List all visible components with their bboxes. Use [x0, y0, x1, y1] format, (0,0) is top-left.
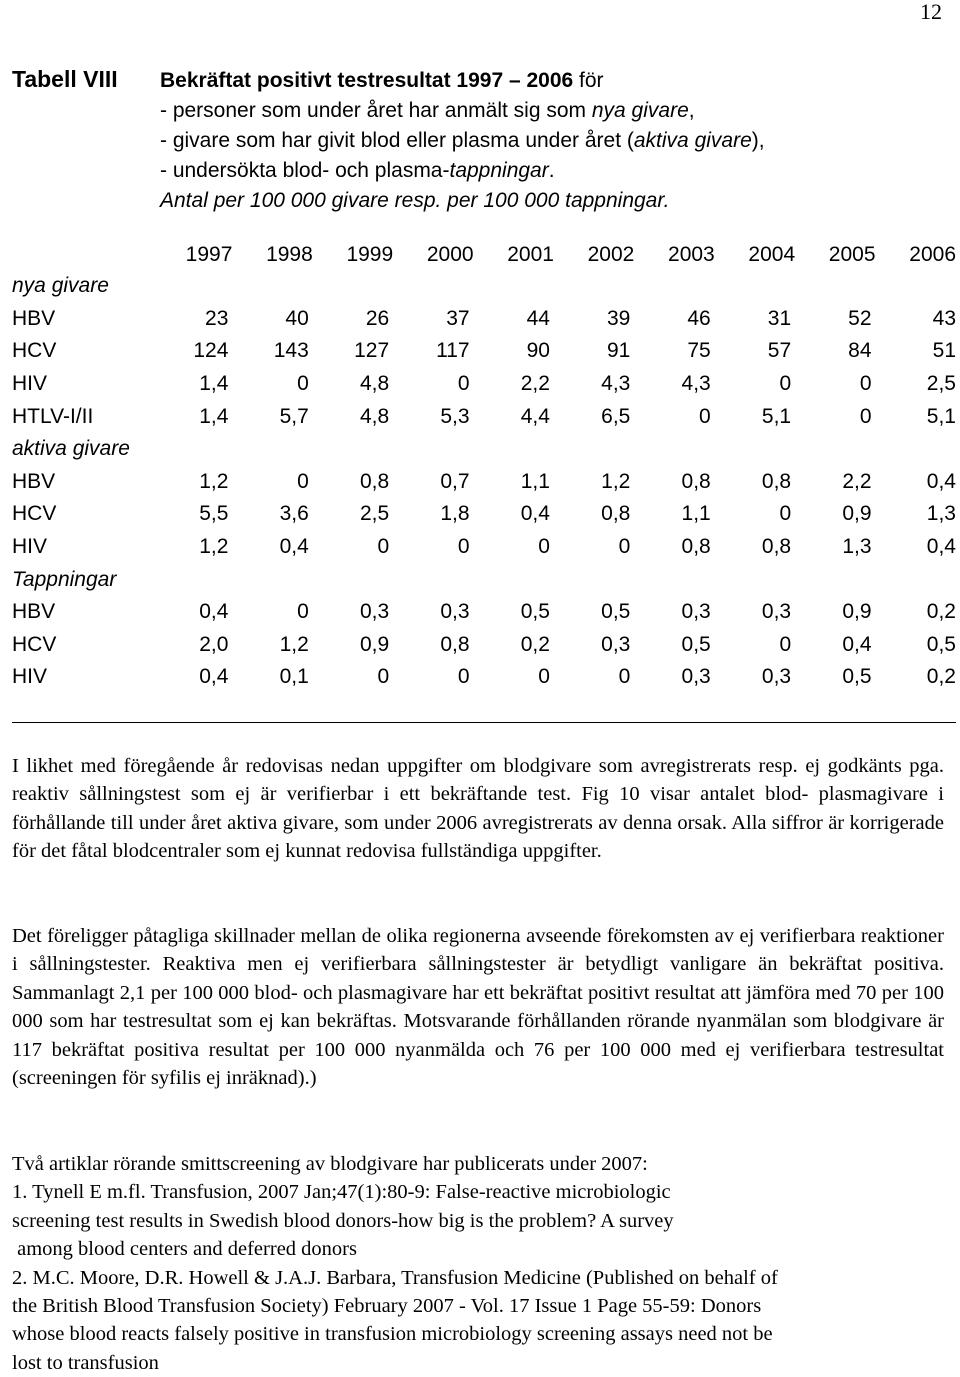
year-header: 2003	[668, 243, 715, 266]
table-row	[12, 335, 956, 368]
references	[12, 1150, 956, 1377]
header-corner	[12, 240, 152, 270]
table-row	[12, 629, 956, 662]
table-cell: 2,5	[359, 502, 390, 526]
page-number: 12	[920, 0, 942, 24]
table-cell: 0	[297, 600, 309, 624]
table-cell: 1,2	[199, 535, 229, 559]
table-cell: 0,8	[681, 535, 711, 559]
table-cell: 0	[779, 632, 792, 656]
table-cell: 2,5	[926, 372, 956, 396]
table-cell: 0,1	[279, 665, 309, 689]
table-cell: 0	[297, 372, 309, 396]
group-label: aktiva givare	[12, 437, 130, 461]
table-cell: 0,4	[926, 535, 956, 559]
table-row	[12, 466, 956, 499]
reference-line: among blood centers and deferred donors	[12, 1238, 357, 1261]
table-cell: 0,3	[681, 600, 711, 624]
year-header: 2006	[909, 243, 956, 266]
caption-note: Antal per 100 000 givare resp. per 100 000 tappningar.	[160, 189, 670, 212]
table-cell: 0	[457, 535, 470, 559]
row-label: HBV	[12, 306, 56, 330]
row-label: HBV	[12, 600, 56, 624]
year-header-row	[12, 240, 956, 270]
table-cell: 6,5	[601, 404, 631, 428]
table-cell: 40	[285, 306, 309, 330]
table-cell: 0,5	[520, 600, 550, 624]
group-row	[12, 433, 956, 466]
table-cell: 1,2	[279, 632, 309, 656]
table-cell: 0	[377, 535, 390, 559]
table-cell: 43	[932, 306, 956, 330]
table-cell: 0,2	[520, 632, 550, 656]
table-cell: 124	[193, 339, 229, 363]
table-cell: 0,8	[601, 502, 631, 526]
year-header: 2000	[426, 243, 474, 266]
reference-line: 2. M.C. Moore, D.R. Howell & J.A.J. Barbara, Transfusion Medicine (Published on behalf of	[12, 1266, 778, 1289]
table-row	[12, 498, 956, 531]
table-cell: 0,4	[520, 502, 550, 526]
table-title-text: Bekräftat positivt testresultat 1997 – 2006	[160, 69, 574, 92]
table-cell: 4,8	[359, 372, 390, 396]
group-label: Tappningar	[12, 567, 117, 591]
row-label: HTLV-I/II	[12, 404, 94, 428]
table-cell: 0	[859, 404, 872, 428]
table-cell: 0,4	[199, 665, 229, 689]
table-caption	[160, 66, 765, 216]
reference-line: screening test results in Swedish blood donors-how big is the problem? A survey	[12, 1209, 674, 1232]
table-cell: 0	[618, 665, 631, 689]
table-title-suffix: för	[573, 69, 604, 92]
caption-line-3: - undersökta blod- och plasma-tappningar.	[160, 159, 555, 182]
group-row	[12, 563, 956, 596]
table-cell: 0,3	[761, 600, 792, 624]
row-label: HIV	[12, 665, 48, 689]
table-cell: 0,4	[842, 632, 872, 656]
table-cell: 0	[377, 665, 390, 689]
table-cell: 0,9	[842, 502, 872, 526]
table-cell: 0,4	[279, 535, 309, 559]
year-header: 1999	[346, 243, 394, 266]
reference-line: the British Blood Transfusion Society) February 2007 - Vol. 17 Issue 1 Page 55-59: Donors	[12, 1295, 762, 1318]
table-cell: 1,4	[199, 372, 229, 396]
table-cell: 143	[273, 339, 309, 363]
table-cell: 1,2	[601, 469, 631, 493]
table-cell: 2,2	[842, 469, 872, 493]
table-cell: 0,5	[926, 632, 956, 656]
table-bottom-rule	[12, 722, 956, 723]
table-cell: 0,2	[926, 665, 956, 689]
caption-line-2: - givare som har givit blod eller plasma under året (aktiva givare),	[160, 129, 765, 152]
table-cell: 0,3	[359, 600, 390, 624]
year-header: 1998	[266, 243, 313, 266]
table-cell: 0	[457, 665, 470, 689]
table-cell: 127	[354, 339, 390, 363]
table-cell: 2,0	[199, 632, 229, 656]
table-cell: 1,1	[681, 502, 711, 526]
row-label: HCV	[12, 502, 57, 526]
table-row	[12, 661, 956, 694]
table-cell: 0	[859, 372, 872, 396]
table-cell: 1,3	[926, 502, 956, 526]
table-cell: 5,1	[761, 404, 792, 428]
table-row	[12, 368, 956, 401]
table-cell: 2,2	[520, 372, 550, 396]
table-cell: 51	[932, 339, 956, 363]
reference-line: lost to transfusion	[12, 1351, 159, 1374]
table-cell: 1,2	[199, 469, 229, 493]
table-cell: 0,3	[440, 600, 470, 624]
row-label: HIV	[12, 535, 48, 559]
year-header: 2004	[748, 243, 796, 266]
table-cell: 5,7	[279, 404, 309, 428]
table-cell: 0,4	[199, 600, 229, 624]
table-cell: 0,7	[440, 469, 470, 493]
table-cell: 0	[779, 372, 792, 396]
table-cell: 0,9	[842, 600, 872, 624]
caption-line-1: - personer som under året har anmält sig som nya givare,	[160, 99, 695, 122]
table-label: Tabell VIII	[12, 66, 118, 92]
table-cell: 1,3	[842, 535, 872, 559]
table-cell: 0,5	[842, 665, 872, 689]
table-cell: 0	[699, 404, 711, 428]
reference-line: whose blood reacts falsely positive in transfusion microbiology screening assays need not be	[12, 1323, 773, 1346]
table-row	[12, 400, 956, 433]
table-cell: 0,8	[761, 469, 792, 493]
table-cell: 4,4	[520, 404, 550, 428]
table-body	[12, 270, 956, 694]
table-row	[12, 303, 956, 336]
table-cell: 23	[205, 306, 229, 330]
table-cell: 1,1	[520, 469, 550, 493]
table-cell: 0	[618, 535, 631, 559]
table-cell: 0	[538, 535, 550, 559]
table-cell: 5,3	[440, 404, 470, 428]
table-cell: 91	[606, 339, 631, 363]
table-cell: 37	[446, 306, 470, 330]
year-header: 2005	[828, 243, 876, 266]
year-header: 1997	[185, 243, 233, 266]
row-label: HCV	[12, 339, 57, 363]
table-cell: 3,6	[279, 502, 309, 526]
table-cell: 84	[848, 339, 872, 363]
year-header: 2002	[587, 243, 635, 266]
table-cell: 5,1	[926, 404, 956, 428]
table-cell: 52	[848, 306, 872, 330]
table-cell: 0,8	[440, 632, 470, 656]
table-cell: 0,8	[359, 469, 390, 493]
table-cell: 0,4	[926, 469, 956, 493]
table-title	[160, 66, 765, 96]
table-cell: 1,8	[440, 502, 470, 526]
table-cell: 0	[538, 665, 550, 689]
table-row	[12, 531, 956, 564]
row-label: HBV	[12, 469, 56, 493]
table-cell: 31	[767, 306, 792, 330]
table-cell: 117	[436, 339, 470, 363]
table-cell: 5,5	[199, 502, 229, 526]
paragraph-2: Det föreligger påtagliga skillnader mellan de olika regionerna avseende förekomsten av ej verifierbara reaktioner i sållningstester. Reaktiva men ej verifierbara sållningstester är betydligt vanligare än bekräftat positiva. Sammanlagt 2,1 per 100 000 blod- och plasmagivare har ett bekräftat positivt resultat att jämföra med 70 per 100 000 som har testresultat som ej kan bekräftas. Motsvarande förhållanden rörande nyanmälan som blodgivare är 117 bekräftat positiva resultat per 100 000 nyanmälda och 76 per 100 000 med ej verifierbara testresultat (screeningen för syfilis ej inräknad).)	[12, 925, 944, 1090]
table-cell: 75	[687, 339, 711, 363]
table-cell: 44	[526, 306, 550, 330]
table-cell: 4,8	[359, 404, 390, 428]
group-label: nya givare	[12, 274, 109, 298]
table-cell: 4,3	[681, 372, 711, 396]
table-cell: 46	[687, 306, 711, 330]
table-cell: 0	[779, 502, 792, 526]
reference-line: 1. Tynell E m.fl. Transfusion, 2007 Jan;47(1):80-9: False-reactive microbiologic	[12, 1181, 671, 1204]
paragraph-1: I likhet med föregående år redovisas nedan uppgifter om blodgivare som avregistrerats resp. ej godkänts pga. reaktiv sållningstest som ej är verifierbar i ett bekräftande test. Fig 10 visar antalet blod- plasmagivare i förhållande till under året aktiva givare, som under 2006 avregistrerats av denna orsak. Alla siffror är korrigerade för det fåtal blodcentraler som ej kunnat redovisa fullständiga uppgifter.	[12, 755, 944, 863]
table-cell: 0,2	[926, 600, 956, 624]
table-cell: 0,5	[601, 600, 631, 624]
table-row	[12, 596, 956, 629]
table-cell: 4,3	[601, 372, 631, 396]
table-cell: 0,5	[681, 632, 711, 656]
table-cell: 1,4	[199, 404, 229, 428]
table-cell: 0,3	[681, 665, 711, 689]
table-cell: 26	[365, 306, 390, 330]
table-cell: 0,3	[601, 632, 631, 656]
table-cell: 57	[767, 339, 792, 363]
references-intro: Två artiklar rörande smittscreening av blodgivare har publicerats under 2007:	[12, 1153, 648, 1175]
table-cell: 0,8	[761, 535, 792, 559]
table-cell: 90	[526, 339, 550, 363]
table-cell: 0,8	[681, 469, 711, 493]
row-label: HIV	[12, 372, 48, 396]
row-label: HCV	[12, 632, 57, 656]
table-cell: 0,9	[359, 632, 390, 656]
table-cell: 39	[606, 306, 631, 330]
group-row	[12, 270, 956, 303]
year-header: 2001	[507, 243, 554, 266]
table-cell: 0,3	[761, 665, 792, 689]
results-table	[12, 240, 956, 694]
table-cell: 0	[457, 372, 470, 396]
table-cell: 0	[297, 469, 309, 493]
